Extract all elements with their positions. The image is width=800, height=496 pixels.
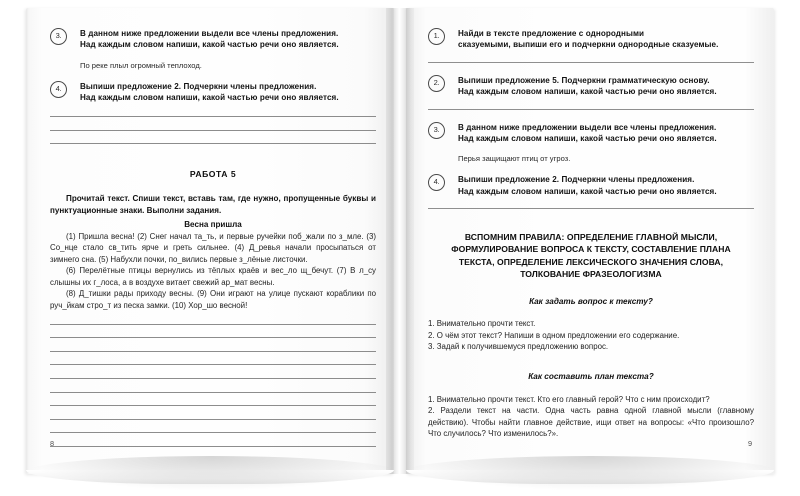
task-number-badge: 3. [428,122,445,139]
answer-line[interactable] [50,378,376,379]
rules-step: 1. Внимательно прочти текст. [428,319,536,329]
task-block [50,81,376,104]
rules-steps-list [428,394,754,440]
section-divider [428,109,754,110]
task-text [458,122,754,145]
rules-heading-line: ТЕКСТА, ОПРЕДЕЛЕНИЕ ЛЕКСИЧЕСКОГО ЗНАЧЕНИЯ СЛОВА, [458,256,724,267]
rules-heading-line: ВСПОМНИМ ПРАВИЛА: ОПРЕДЕЛЕНИЕ ГЛАВНОЙ МЫСЛИ, [464,232,718,243]
rules-heading-line: ФОРМУЛИРОВАНИЕ ВОПРОСА К ТЕКСТУ, СОСТАВЛЕНИЕ ПЛАНА [451,244,731,255]
task-text-line: Над каждым словом напиши, какой частью речи оно является. [458,134,717,144]
rules-steps-list [428,318,754,353]
page-edge-left [26,470,394,484]
answer-line[interactable] [50,432,376,433]
task-text-line: В данном ниже предложении выдели все члены предложения. [458,122,717,132]
book-spine [386,8,414,474]
rules-step: 1. Внимательно прочти текст. Кто его главный герой? Что с ним происходит? [428,394,710,404]
task-text [458,174,754,197]
story-body [50,231,376,312]
task-text [80,81,376,104]
task-block [428,28,754,51]
answer-line[interactable] [50,419,376,420]
rules-step: 2. О чём этот текст? Напиши в одном предложении его содержание. [428,330,680,340]
answer-line[interactable] [50,143,376,144]
page-number-left: 8 [50,439,55,448]
answer-line[interactable] [50,130,376,131]
task-block [428,122,754,145]
task-number-badge: 2. [428,75,445,92]
task-text-line: Выпиши предложение 2. Подчеркни члены предложения. [80,81,317,91]
section-divider [428,62,754,63]
answer-line[interactable] [50,405,376,406]
task-sample-sentence: Перья защищают птиц от угроз. [458,154,571,164]
rules-heading-line: ТОЛКОВАНИЕ ФРАЗЕОЛОГИЗМА [520,268,662,279]
task-text-line: сказуемыми, выпиши его и подчеркни однородные сказуемые. [458,40,719,50]
rules-subtitle: Как составить план текста? [528,371,654,381]
answer-line[interactable] [50,364,376,365]
story-paragraph: (8) Д_тишки рады приходу весны. (9) Они играют на улице пускают кораблики по руч_йкам стро_т из песка замки. (10) Хор_шо весной! [50,289,376,310]
page-number-right: 9 [747,439,752,448]
page-edge-right [406,470,774,484]
task-text-line: В данном ниже предложении выдели все члены предложения. [80,29,339,38]
task-text-line: Над каждым словом напиши, какой частью речи оно является. [458,186,717,196]
story-paragraph: (6) Перелётные птицы вернулись из тёплых краёв и вес_ло щ_бечут. (7) В л_су слышны их г_лоса, а в воздухе витает свежий ар_мат весны. [50,266,376,287]
task-number-badge: 3. [50,28,67,45]
task-text-line: Выпиши предложение 2. Подчеркни члены предложения. [458,175,695,185]
task-text-line: Над каждым словом напиши, какой частью речи оно является. [80,93,339,103]
task-sample-sentence: По реке плыл огромный теплоход. [80,60,202,70]
task-block [428,75,754,98]
task-number-badge: 4. [50,81,67,98]
answer-lines-group [50,324,376,447]
section-divider [428,208,754,209]
story-title: Весна пришла [184,219,242,229]
answer-lines-group [50,116,376,144]
task-text-line: Над каждым словом напиши, какой частью речи оно является. [458,87,717,97]
left-page-content [50,22,376,447]
task-text [80,28,376,51]
rules-step: 3. Задай к получившемуся предложению вопрос. [428,342,609,352]
answer-line[interactable] [50,116,376,117]
answer-line[interactable] [50,392,376,393]
task-number-badge: 4. [428,174,445,191]
rules-heading [428,231,754,280]
right-page-content [428,22,754,440]
task-block [50,28,376,51]
section-title: РАБОТА 5 [189,169,237,180]
answer-line[interactable] [50,337,376,338]
rules-subtitle: Как задать вопрос к тексту? [529,297,653,307]
right-page [406,8,774,474]
task-text-line: Выпиши предложение 5. Подчеркни грамматическую основу. [458,75,710,85]
work-instruction: Прочитай текст. Спиши текст, вставь там, где нужно, пропущенные буквы и пунктуационные знаки. Выполни задания. [50,194,376,215]
task-text [458,28,754,51]
rules-step: 2. Раздели текст на части. Одна часть равна одной главной мысли (главному действию). Чтобы найти главное действие, ищи ответ на вопросы: «Что произошло? Что случилось? Что изменилось?». [428,406,754,439]
task-text-line: Над каждым словом напиши, какой частью речи оно является. [80,40,339,50]
task-block [428,174,754,197]
answer-line[interactable] [50,446,376,447]
left-page [26,8,394,474]
story-paragraph: (1) Пришла весна! (2) Снег начал та_ть, и первые ручейки поб_жали по з_мле. (3) Со_нце стало св_тить ярче и греть сильнее. (4) Д_ревья начали просыпаться от зимнего сна. (5) Набухли почки, по_вились первые з_лёные листочки. [50,231,376,264]
answer-line[interactable] [50,324,376,325]
task-text [458,75,754,98]
task-text-line: Найди в тексте предложение с однородными [458,29,645,38]
answer-line[interactable] [50,351,376,352]
task-number-badge: 1. [428,28,445,45]
